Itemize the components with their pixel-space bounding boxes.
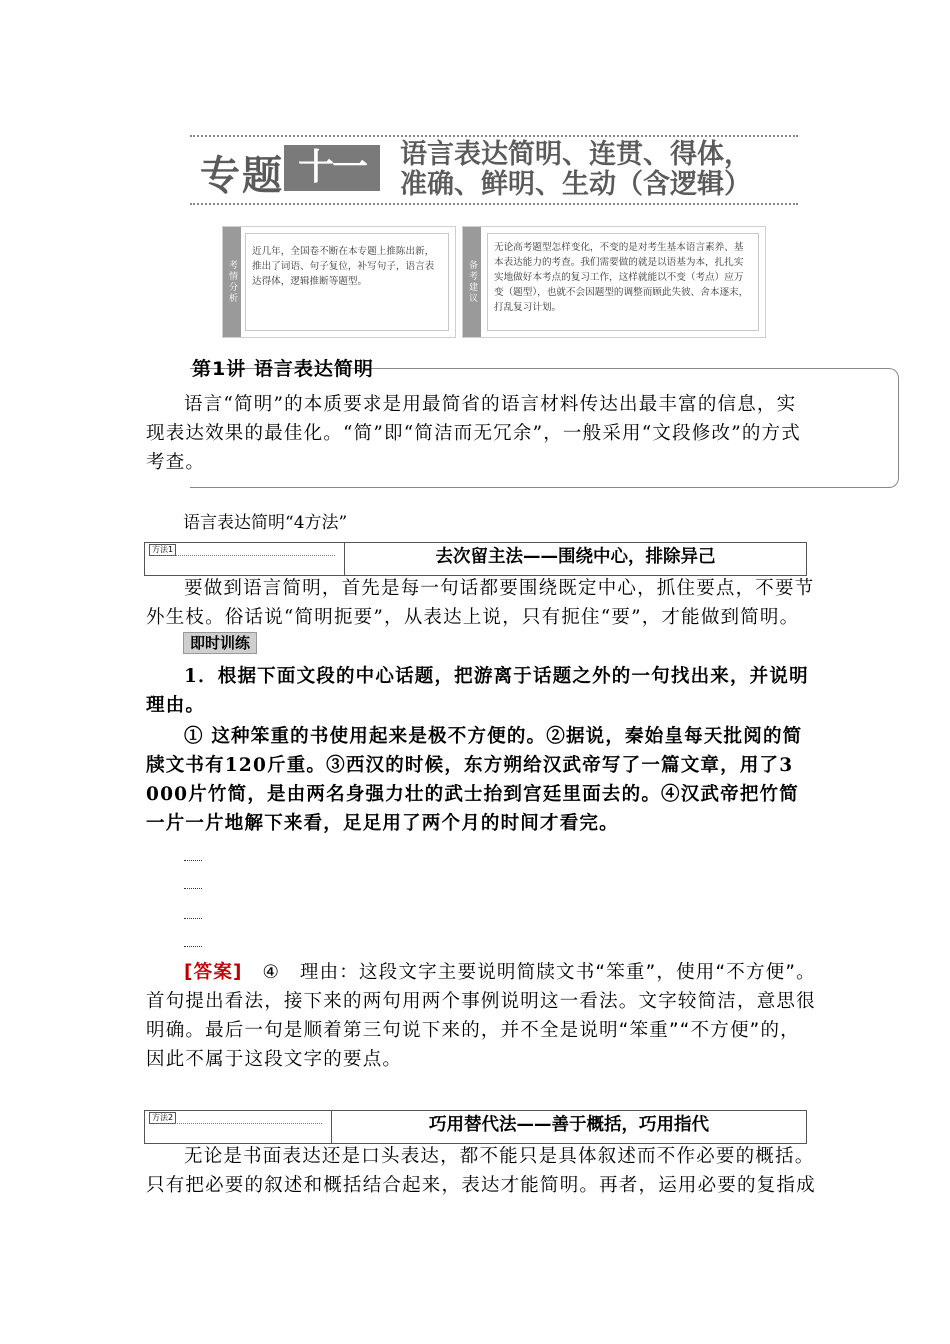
answer-line-3 — [184, 918, 202, 919]
banner-label: 专题 — [200, 153, 284, 199]
answer-tag: [答案] — [184, 962, 243, 983]
question-1: 1．根据下面文段的中心话题，把游离于话题之外的一句找出来，并说明理由。 — [146, 666, 809, 716]
banner-number: 十一 — [284, 145, 380, 191]
method2-tag: 方法2 — [149, 1112, 176, 1124]
answer-line-4 — [184, 946, 202, 947]
method2-title: 巧用替代法——善于概括，巧用指代 — [331, 1110, 807, 1144]
method1-tag-box — [144, 542, 345, 576]
answer-line-2 — [184, 888, 202, 889]
method2-dots — [155, 1123, 322, 1124]
lesson-title: 第1讲 语言表达简明 — [192, 358, 374, 380]
banner-title: 语言表达简明、连贯、得体， 准确、鲜明、生动（含逻辑） — [400, 139, 751, 200]
exam-analysis-box — [222, 226, 456, 338]
exam-analysis-tab: 考情分析 — [223, 227, 241, 337]
answer-line-1 — [184, 860, 202, 861]
exam-analysis-text: 近几年，全国卷不断在本专题上推陈出新，推出了词语、句子复位，补写句子，语言表达得体，逻辑推断等题型。 — [245, 233, 449, 331]
prep-advice-box — [462, 226, 766, 338]
prep-advice-text: 无论高考题型怎样变化，不变的是对考生基本语言素养、基本表达能力的考查。我们需要做的就是以语基为本，扎扎实实地做好本考点的复习工作，这样就能以不变（考点）应万变（题型），也就不会因题型的调整而顾此失彼、舍本逐末，打乱复习计划。 — [487, 233, 759, 331]
prep-advice-tab: 备考建议 — [463, 227, 481, 337]
lesson-intro-text: 语言“简明”的本质要求是用最简省的语言材料传达出最丰富的信息，实现表达效果的最佳化。“简”即“简洁而无冗余”，一般采用“文段修改”的方式考查。 — [146, 394, 801, 473]
answer-text: ④ 理由：这段文字主要说明简牍文书“笨重”，使用“不方便”。首句提出看法，接下来的两句用两个事例说明这一看法。文字较简洁，意思很明确。最后一句是顺着第三句说下来的，并不全是说明“笨重”“不方便”的，因此不属于这段文字的要点。 — [146, 962, 816, 1070]
method2-text: 无论是书面表达还是口头表达，都不能只是具体叙述而不作必要的概括。只有把必要的叙述和概括结合起来，表达才能简明。再者，运用必要的复指成 — [146, 1146, 816, 1196]
answer-block — [146, 958, 816, 1074]
method1-dots — [155, 555, 335, 556]
practice-tag: 即时训练 — [183, 632, 257, 654]
method1-tag: 方法1 — [149, 544, 176, 556]
method1-title: 去次留主法——围绕中心，排除异己 — [344, 542, 807, 576]
methods-subheading: 语言表达简明“4方法” — [183, 513, 348, 533]
method2-tag-box — [144, 1110, 332, 1144]
method1-text: 要做到语言简明，首先是每一句话都要围绕既定中心，抓住要点，不要节外生枝。俗话说“简明扼要”，从表达上说，只有扼住“要”，才能做到简明。 — [146, 578, 815, 628]
question-passage: ① 这种笨重的书使用起来是极不方便的。②据说，秦始皇每天批阅的简牍文书有120斤重。③西汉的时候，东方朔给汉武帝写了一篇文章，用了3 000片竹简，是由两名身强力壮的武士抬到宫廷里面去的。④汉武帝把竹简一片一片地解下来看，足足用了两个月的时间才看完。 — [146, 726, 803, 834]
